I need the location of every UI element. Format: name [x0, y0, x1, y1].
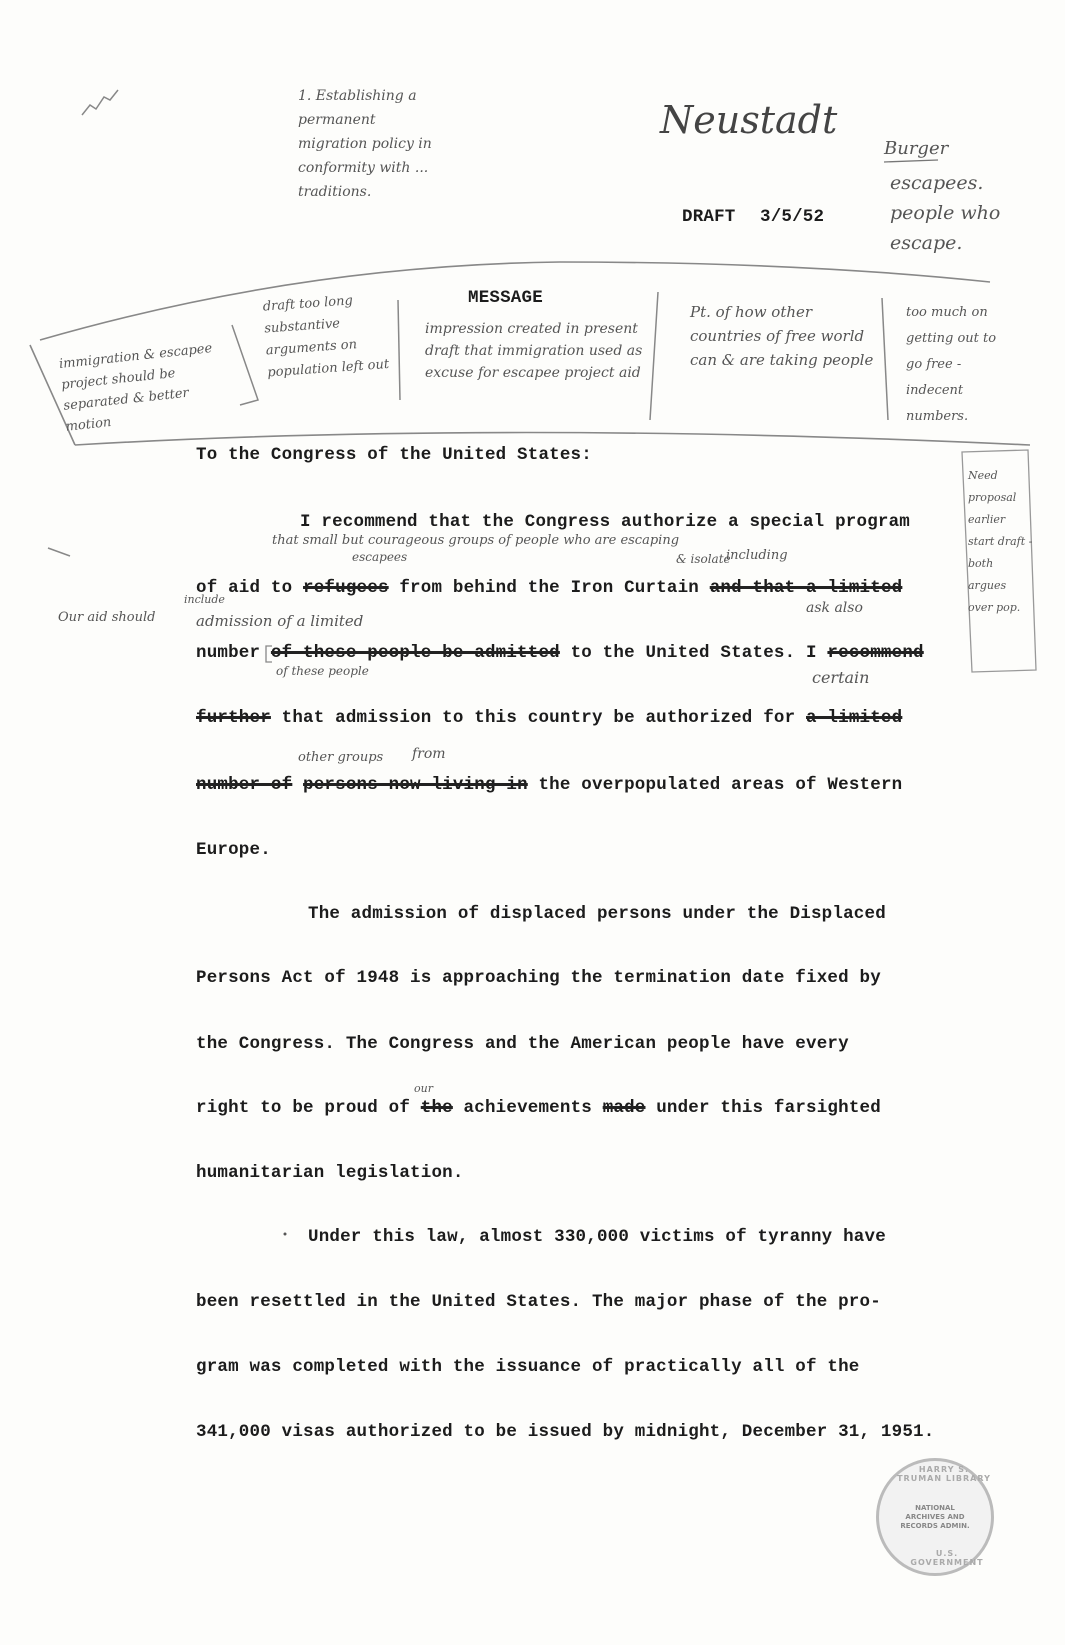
comment-box-3: impression created in present draft that immigration used as excuse for escapee project aid: [425, 321, 643, 381]
left-margin-note: Our aid should: [58, 610, 156, 625]
handwritten-right-note: escapees. people who escape.: [890, 172, 1001, 254]
p1-line-3: number of these people be admitted to the United States. I recommend: [196, 643, 924, 663]
handwritten-name-right: Burger: [884, 138, 949, 159]
insert-these-people: of these people: [276, 664, 369, 678]
p2-line-2: Persons Act of 1948 is approaching the termination date fixed by: [196, 968, 881, 988]
insert-other-groups: other groups: [298, 750, 384, 765]
insert-ask-also: ask also: [806, 600, 863, 616]
insert-including: including: [726, 548, 788, 563]
p3-line-4: 341,000 visas authorized to be issued by midnight, December 31, 1951.: [196, 1422, 935, 1442]
insert-courageous-groups: that small but courageous groups of people who are escaping: [272, 533, 680, 548]
handwritten-name-top: Neustadt: [660, 98, 838, 142]
p3-line-3: gram was completed with the issuance of practically all of the: [196, 1357, 860, 1377]
stamp-bottom-text: U.S. GOVERNMENT: [910, 1549, 984, 1567]
stamp-center-text: NATIONAL ARCHIVES AND RECORDS ADMIN.: [900, 1503, 970, 1530]
draft-label: DRAFT: [682, 207, 736, 227]
p2-line-1: The admission of displaced persons under the Displaced: [308, 904, 886, 924]
side-note: Need proposal earlier start draft - both argues over pop.: [968, 469, 1033, 614]
message-heading: MESSAGE: [468, 288, 543, 308]
p3-line-2: been resettled in the United States. The major phase of the pro-: [196, 1292, 881, 1312]
insert-certain: certain: [812, 668, 870, 687]
archive-stamp: [876, 1458, 994, 1576]
handwritten-top-note: 1. Establishing a permanent migration policy in conformity with ... traditions.: [298, 88, 432, 200]
p1-line-4: further that admission to this country be authorized for a limited: [196, 708, 903, 728]
salutation: To the Congress of the United States:: [196, 445, 592, 465]
insert-admission: admission of a limited: [196, 612, 364, 630]
p1-line-6: Europe.: [196, 840, 271, 860]
insert-our: our: [414, 1082, 433, 1095]
insert-include: include: [184, 593, 225, 606]
p2-line-3: the Congress. The Congress and the American people have every: [196, 1034, 849, 1054]
comment-box-1: immigration & escapee project should be separated & better motion: [58, 341, 213, 435]
p1-line-2: of aid to refugees from behind the Iron Curtain and that a limited: [196, 578, 903, 598]
draft-date: 3/5/52: [760, 207, 825, 227]
comment-box-2: draft too long substantive arguments on population left out: [262, 293, 390, 381]
insert-isolate: & isolate: [676, 552, 731, 566]
stamp-ring-text: HARRY S. TRUMAN LIBRARY: [897, 1465, 991, 1483]
p2-line-5: humanitarian legislation.: [196, 1163, 464, 1183]
p1-line-5: number of persons now living in the overpopulated areas of Western: [196, 775, 903, 795]
insert-from: from: [412, 746, 446, 762]
comment-box-4: Pt. of how other countries of free world can & are taking people: [690, 303, 874, 369]
p2-line-4: right to be proud of the achievements made under this farsighted: [196, 1098, 881, 1118]
comment-box-5: too much on getting out to go free - indecent numbers.: [906, 305, 997, 424]
insert-escapees: escapees: [352, 550, 408, 564]
p3-line-1: Under this law, almost 330,000 victims of tyranny have: [308, 1227, 886, 1247]
p1-line-1: I recommend that the Congress authorize a special program: [300, 512, 910, 532]
